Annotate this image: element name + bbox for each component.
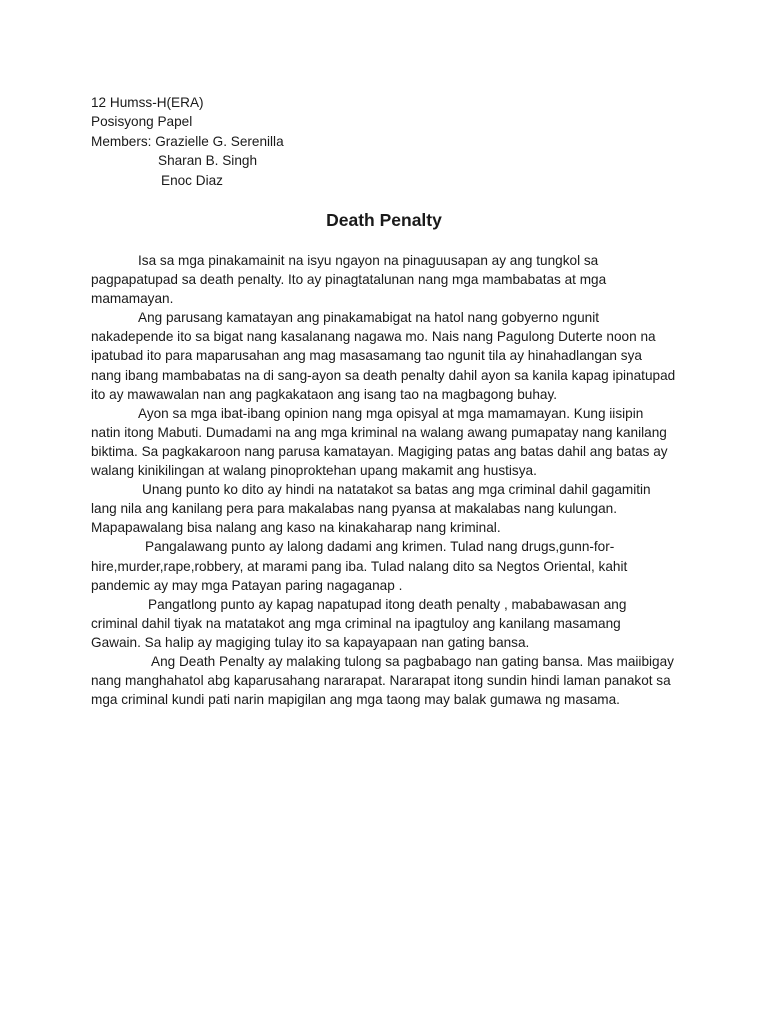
paragraph-line: walang kinikilingan at walang pinoproktehan upang makamit ang hustisya.: [91, 463, 537, 479]
paragraph-line: Pangatlong punto ay kapag napatupad itong death penalty , mababawasan ang: [148, 596, 627, 612]
paragraph-line: nang manghahatol abg kaparusahang nararapat. Nararapat itong sundin hindi laman panakot sa: [91, 673, 671, 689]
paragraph-line: ipatubad ito para maparusahan ang mag masasamang tao ngunit tila ay hinahadlangan sya: [91, 348, 642, 364]
document-body: [91, 251, 691, 709]
paragraph-line: pagpapatupad sa death penalty. Ito ay pinagtatalunan nang mga mambabatas at mga: [91, 272, 607, 288]
paragraph-line: Ang Death Penalty ay malaking tulong sa pagbabago nan gating bansa. Mas maiibigay: [151, 653, 674, 669]
paragraph-line: mamamayan.: [91, 291, 174, 307]
paragraph-line: Gawain. Sa halip ay magiging tulay ito sa kapayapaan nan gating bansa.: [91, 634, 530, 650]
paragraph-line: Ang parusang kamatayan ang pinakamabigat na hatol nang gobyerno ngunit: [138, 310, 600, 326]
paragraph-line: Ayon sa mga ibat-ibang opinion nang mga opisyal at mga mamamayan. Kung iisipin: [138, 405, 644, 421]
document-header: [91, 93, 691, 190]
paragraph-line: criminal dahil tiyak na matatakot ang mga criminal na ipagtuloy ang kanilang masamang: [91, 615, 621, 631]
paragraph-line: ito ay mawawalan nan ang pagkakataon ang isang tao na magbagong buhay.: [91, 386, 558, 402]
class-section-line: 12 Humss-H(ERA): [91, 95, 204, 110]
paragraph-line: natin itong Mabuti. Dumadami na ang mga kriminal na walang awang pumapatay nang kanilang: [91, 424, 667, 440]
paragraph-line: lang nila ang kanilang pera para makalabas nang pyansa at makalabas nang kulungan.: [91, 501, 618, 517]
member-name: Enoc Diaz: [161, 172, 223, 188]
paragraph-line: nang ibang mambabatas na di sang-ayon sa death penalty dahil ayon sa kanila kapag ipinatupad: [91, 367, 676, 383]
paragraph-line: Pangalawang punto ay lalong dadami ang krimen. Tulad nang drugs,gunn-for-: [145, 539, 615, 555]
document-title: Death Penalty: [326, 210, 442, 230]
paragraph-line: hire,murder,rape,robbery, at marami pang iba. Tulad nalang dito sa Negtos Oriental, kahit: [91, 558, 628, 574]
paragraph-line: pandemic ay may mga Patayan paring nagaganap .: [91, 577, 403, 593]
members-line: Members: Grazielle G. Serenilla: [91, 133, 284, 149]
paragraph-line: Isa sa mga pinakamainit na isyu ngayon na pinaguusapan ay ang tungkol sa: [138, 253, 599, 268]
paragraph-line: mga criminal kundi pati narin mapigilan ang mga taong may balak gumawa ng masama.: [91, 692, 620, 708]
paragraph-line: Unang punto ko dito ay hindi na natatakot sa batas ang mga criminal dahil gagamitin: [142, 482, 651, 498]
paragraph-line: nakadepende ito sa bigat nang kasalanang nagawa mo. Nais nang Pagulong Duterte noon na: [91, 329, 656, 345]
member-name: Sharan B. Singh: [158, 153, 257, 169]
paragraph-line: biktima. Sa pagkakaroon nang parusa kamatayan. Magiging patas ang batas dahil ang batas ay: [91, 443, 668, 459]
document-type-line: Posisyong Papel: [91, 114, 193, 130]
paragraph-line: Mapapawalang bisa nalang ang kaso na kinakaharap nang kriminal.: [91, 520, 501, 536]
